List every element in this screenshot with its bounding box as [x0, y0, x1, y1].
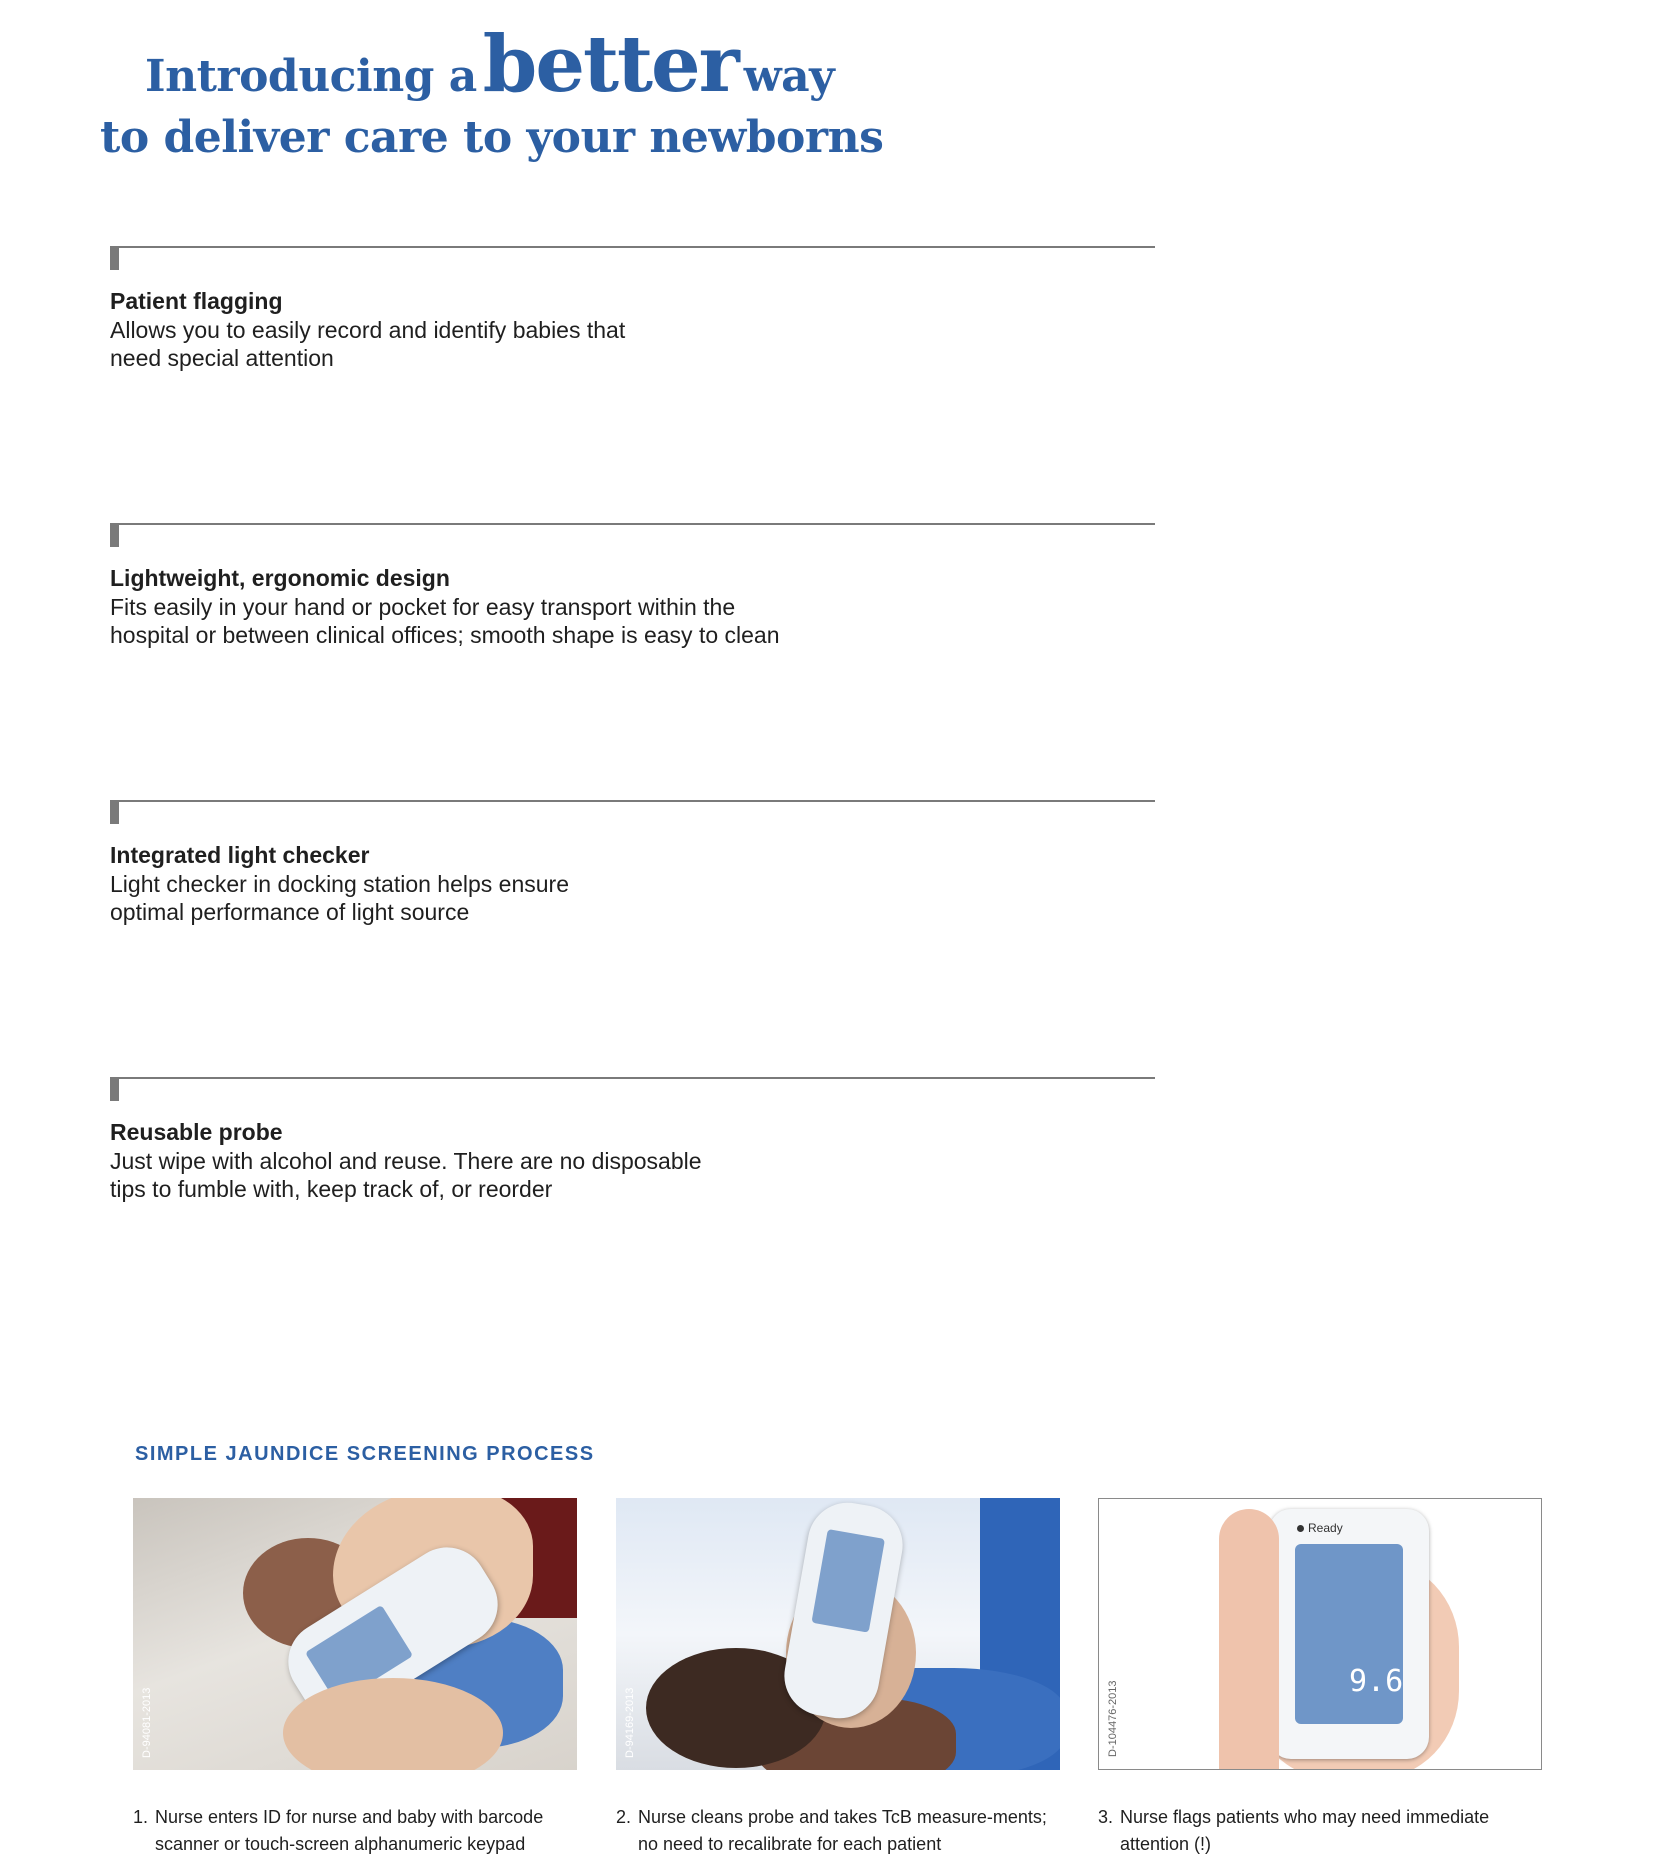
step-number: 2. — [616, 1807, 632, 1827]
step-caption-text: Nurse cleans probe and takes TcB measure-ments; no need to recalibrate for each patient — [638, 1807, 1047, 1854]
headline-intro: Introducing a — [145, 51, 477, 102]
divider-rule — [110, 1077, 1155, 1079]
divider-tick — [110, 800, 119, 824]
nurse-thumb — [1219, 1509, 1279, 1770]
step-caption — [133, 1804, 579, 1858]
device-screen — [811, 1529, 885, 1633]
process-step-3 — [1098, 1498, 1544, 1858]
feature-description: Light checker in docking station helps ensure optimal performance of light source — [110, 871, 570, 925]
device-status — [1297, 1521, 1343, 1535]
headline — [100, 19, 884, 168]
jaundice-meter — [1269, 1509, 1429, 1759]
divider-tick — [110, 246, 119, 270]
photo-credit: D-94169-2013 — [624, 1687, 636, 1758]
headline-emphasis: better — [482, 19, 738, 110]
device-reading: 9.6 — [1349, 1664, 1404, 1699]
photo-nurse-entering-id — [133, 1498, 577, 1770]
divider-tick — [110, 1077, 119, 1101]
step-caption — [1098, 1804, 1544, 1858]
photo-credit: D-104476-2013 — [1107, 1680, 1119, 1757]
step-number: 3. — [1098, 1807, 1114, 1827]
step-caption — [616, 1804, 1062, 1858]
feature-title: Lightweight, ergonomic design — [110, 565, 450, 591]
photo-credit: D-94081-2013 — [141, 1687, 153, 1758]
step-caption-text: Nurse flags patients who may need immediate attention (!) — [1120, 1807, 1490, 1854]
step-number: 1. — [133, 1807, 149, 1827]
headline-line-1 — [145, 19, 860, 110]
feature-title: Integrated light checker — [110, 842, 370, 868]
feature-description: Allows you to easily record and identify babies that need special attention — [110, 317, 626, 371]
device-status-text: Ready — [1308, 1521, 1343, 1535]
photo-nurse-measuring — [616, 1498, 1060, 1770]
divider-rule — [110, 800, 1155, 802]
headline-way: way — [743, 51, 835, 102]
divider-rule — [110, 246, 1155, 248]
divider-rule — [110, 523, 1155, 525]
feature-description: Fits easily in your hand or pocket for easy transport within the hospital or between clinical offices; smooth shape is easy to clean — [110, 594, 780, 648]
step-caption-text: Nurse enters ID for nurse and baby with barcode scanner or touch-screen alphanumeric keypad — [155, 1807, 544, 1854]
divider-tick — [110, 523, 119, 547]
process-step-2 — [616, 1498, 1062, 1858]
feature-title: Patient flagging — [110, 288, 283, 314]
photo-nurse-flagging — [1098, 1498, 1542, 1770]
headline-line-2: to deliver care to your newborns — [100, 112, 884, 163]
feature-description: Just wipe with alcohol and reuse. There are no disposable tips to fumble with, keep track of, or reorder — [110, 1148, 702, 1202]
status-dot-icon — [1297, 1525, 1304, 1532]
process-step-1 — [133, 1498, 579, 1858]
feature-title: Reusable probe — [110, 1119, 283, 1145]
device-screen — [1295, 1544, 1403, 1724]
process-heading: SIMPLE JAUNDICE SCREENING PROCESS — [135, 1443, 595, 1465]
